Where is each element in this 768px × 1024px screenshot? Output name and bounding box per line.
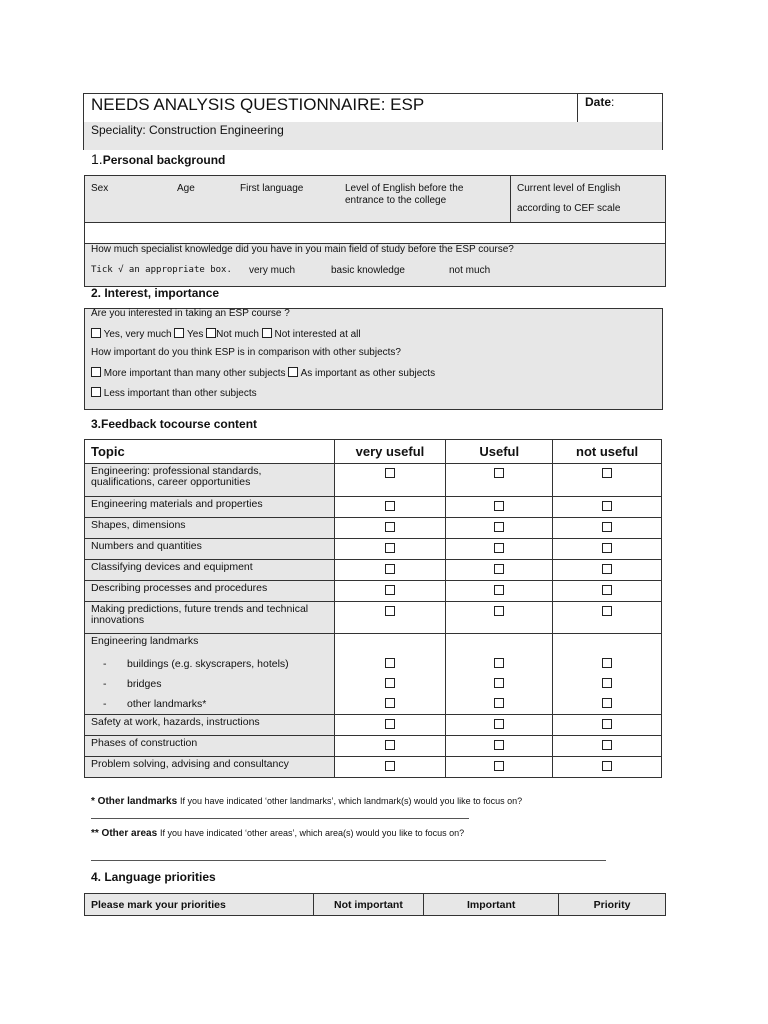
checkbox-useful[interactable] xyxy=(494,678,504,688)
landmark-sub-item: - other landmarks* xyxy=(103,698,207,710)
checkbox-useful[interactable] xyxy=(494,658,504,668)
topic-cell: Engineering materials and properties xyxy=(85,497,335,518)
feedback-table xyxy=(84,439,662,778)
checkbox-not-useful[interactable] xyxy=(602,698,612,708)
checkbox-not-interested[interactable] xyxy=(262,328,272,338)
knowledge-question: How much specialist knowledge did you have in you main field of study before the ESP course? xyxy=(91,244,514,255)
checkbox-useful[interactable] xyxy=(494,698,504,708)
topic-cell: Numbers and quantities xyxy=(85,539,335,560)
interest-question: Are you interested in taking an ESP course ? xyxy=(91,308,290,319)
checkbox-useful[interactable] xyxy=(494,606,504,616)
table-row-landmarks xyxy=(85,634,662,715)
table-row xyxy=(85,464,662,497)
header-not-useful: not useful xyxy=(553,440,662,464)
feedback-header-row xyxy=(85,440,662,464)
speciality-text: Speciality: Construction Engineering xyxy=(91,123,284,137)
header-priorities: Please mark your priorities xyxy=(85,894,314,916)
header-important: Important xyxy=(424,894,559,916)
checkbox-very-useful[interactable] xyxy=(385,761,395,771)
topic-cell: Phases of construction xyxy=(85,736,335,757)
header-topic: Topic xyxy=(85,440,335,464)
checkbox-very-useful[interactable] xyxy=(385,678,395,688)
col-sex: Sex xyxy=(91,183,109,194)
checkbox-useful[interactable] xyxy=(494,468,504,478)
table-row xyxy=(85,581,662,602)
section4-heading: 4. Language priorities xyxy=(91,870,216,884)
landmark-sub-item: - bridges xyxy=(103,678,162,690)
table-row xyxy=(85,518,662,539)
col-age: Age xyxy=(177,183,195,194)
table-row xyxy=(85,757,662,778)
checkbox-very-useful[interactable] xyxy=(385,740,395,750)
col-first-language: First language xyxy=(240,183,304,194)
topic-cell-landmarks: Engineering landmarks - buildings (e.g. skyscrapers, hotels) - bridges - other landmarks* xyxy=(85,634,335,715)
topic-cell: Problem solving, advising and consultancy xyxy=(85,757,335,778)
col-current-level-1: Current level of English xyxy=(517,183,621,194)
checkbox-not-useful[interactable] xyxy=(602,564,612,574)
option-very-much[interactable]: very much xyxy=(249,265,296,276)
table-row xyxy=(85,539,662,560)
date-label: Date: xyxy=(585,95,615,109)
other-landmarks-answer-line[interactable] xyxy=(91,818,469,819)
checkbox-very-useful[interactable] xyxy=(385,606,395,616)
checkbox-yes[interactable] xyxy=(174,328,184,338)
table-row xyxy=(85,736,662,757)
col-current-level-2: according to CEF scale xyxy=(517,203,621,214)
page-title: NEEDS ANALYSIS QUESTIONNAIRE: ESP xyxy=(91,95,425,114)
checkbox-not-much[interactable] xyxy=(206,328,216,338)
topic-cell: Safety at work, hazards, instructions xyxy=(85,715,335,736)
interest-options: Yes, very much Yes Not much Not interested at all xyxy=(91,328,361,340)
header-useful: Useful xyxy=(446,440,553,464)
checkbox-useful[interactable] xyxy=(494,501,504,511)
checkbox-not-useful[interactable] xyxy=(602,719,612,729)
checkbox-not-useful[interactable] xyxy=(602,522,612,532)
checkbox-useful[interactable] xyxy=(494,585,504,595)
importance-options-line1: More important than many other subjects As important as other subjects xyxy=(91,367,435,379)
checkbox-yes-very-much[interactable] xyxy=(91,328,101,338)
table-row xyxy=(85,602,662,634)
checkbox-very-useful[interactable] xyxy=(385,468,395,478)
checkbox-useful[interactable] xyxy=(494,564,504,574)
checkbox-very-useful[interactable] xyxy=(385,564,395,574)
checkbox-useful[interactable] xyxy=(494,761,504,771)
section2-heading: 2. Interest, importance xyxy=(91,286,220,300)
topic-cell: Shapes, dimensions xyxy=(85,518,335,539)
table-row xyxy=(85,560,662,581)
checkbox-useful[interactable] xyxy=(494,543,504,553)
tick-note: Tick √ an appropriate box. xyxy=(91,265,232,275)
checkbox-very-useful[interactable] xyxy=(385,698,395,708)
priorities-header-row xyxy=(85,894,666,916)
checkbox-very-useful[interactable] xyxy=(385,501,395,511)
language-priorities-table xyxy=(84,893,666,916)
topic-cell: Describing processes and procedures xyxy=(85,581,335,602)
checkbox-useful[interactable] xyxy=(494,719,504,729)
checkbox-not-useful[interactable] xyxy=(602,658,612,668)
note-other-areas: ** Other areas If you have indicated ‘other areas’, which area(s) would you like to focus on? xyxy=(91,828,465,839)
note-other-landmarks: * Other landmarks If you have indicated ‘other landmarks’, which landmark(s) would you like to focus on? xyxy=(91,796,523,807)
importance-options-line2: Less important than other subjects xyxy=(91,387,257,399)
checkbox-more-important[interactable] xyxy=(91,367,101,377)
option-not-much[interactable]: not much xyxy=(449,265,491,276)
topic-cell: Making predictions, future trends and technical innovations xyxy=(85,602,335,634)
header-not-important: Not important xyxy=(313,894,424,916)
checkbox-very-useful[interactable] xyxy=(385,543,395,553)
checkbox-not-useful[interactable] xyxy=(602,678,612,688)
checkbox-very-useful[interactable] xyxy=(385,719,395,729)
table-row xyxy=(85,497,662,518)
checkbox-not-useful[interactable] xyxy=(602,606,612,616)
checkbox-not-useful[interactable] xyxy=(602,740,612,750)
checkbox-very-useful[interactable] xyxy=(385,585,395,595)
checkbox-very-useful[interactable] xyxy=(385,658,395,668)
date-divider xyxy=(577,93,578,123)
other-areas-answer-line[interactable] xyxy=(91,860,606,861)
checkbox-as-important[interactable] xyxy=(288,367,298,377)
section1-heading: 1.Personal background xyxy=(91,151,226,167)
checkbox-not-useful[interactable] xyxy=(602,501,612,511)
checkbox-very-useful[interactable] xyxy=(385,522,395,532)
landmark-sub-item: - buildings (e.g. skyscrapers, hotels) xyxy=(103,658,289,670)
checkbox-useful[interactable] xyxy=(494,740,504,750)
topic-cell: Engineering: professional standards, qualifications, career opportunities xyxy=(85,464,335,497)
checkbox-not-useful[interactable] xyxy=(602,761,612,771)
checkbox-not-useful[interactable] xyxy=(602,543,612,553)
option-basic-knowledge[interactable]: basic knowledge xyxy=(331,265,405,276)
topic-cell: Classifying devices and equipment xyxy=(85,560,335,581)
checkbox-less-important[interactable] xyxy=(91,387,101,397)
pb-input-row[interactable] xyxy=(85,223,665,243)
checkbox-useful[interactable] xyxy=(494,522,504,532)
header-priority: Priority xyxy=(559,894,666,916)
table-row xyxy=(85,715,662,736)
checkbox-not-useful[interactable] xyxy=(602,585,612,595)
header-very-useful: very useful xyxy=(334,440,446,464)
section3-heading: 3.Feedback tocourse content xyxy=(91,417,258,431)
checkbox-not-useful[interactable] xyxy=(602,468,612,478)
importance-question: How important do you think ESP is in comparison with other subjects? xyxy=(91,347,401,358)
col-level-before: Level of English before the entrance to the college xyxy=(345,183,464,206)
